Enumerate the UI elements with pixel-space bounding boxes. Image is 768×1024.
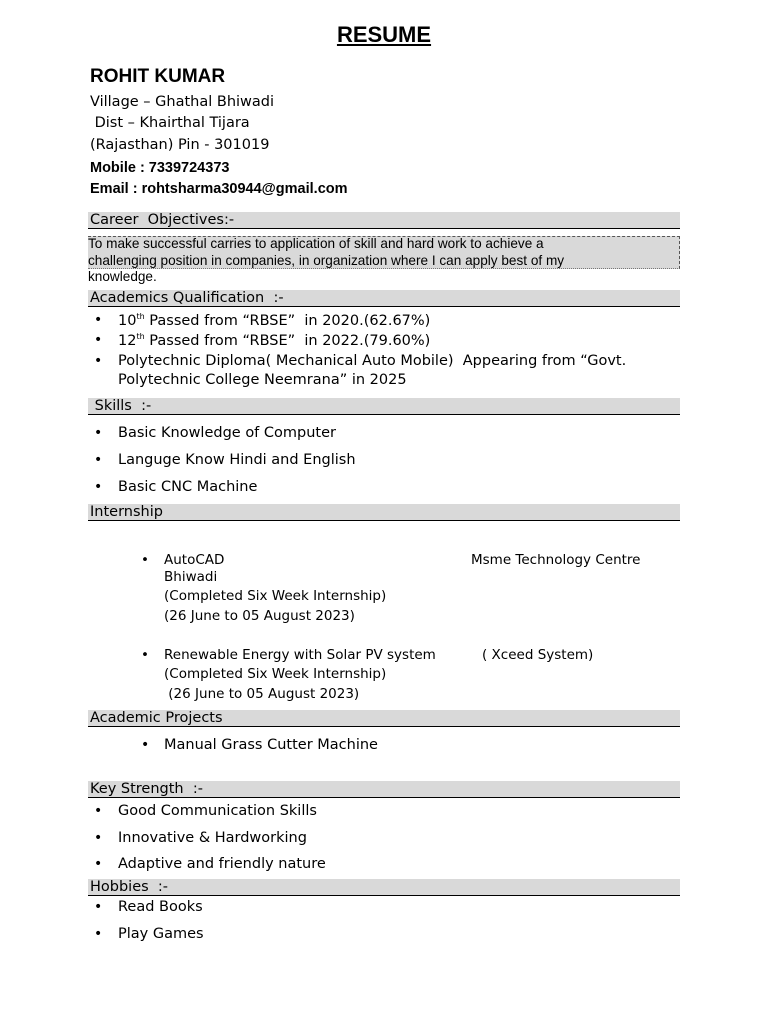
internship-status: (Completed Six Week Internship) [164,588,387,604]
section-heading-skills [88,398,680,415]
section-heading-internship [88,504,680,521]
skill-item: Languge Know Hindi and English [118,452,356,468]
address-line-village: Village – Ghathal Bhiwadi [90,94,275,110]
email-address: Email : rohtsharma30944@gmail.com [90,181,348,197]
career-objective-line: To make successful carries to application of skill and hard work to achieve a [88,236,544,251]
internship-org: ( Xceed System) [482,647,594,663]
strength-item: Good Communication Skills [118,803,317,819]
bullet-icon: • [94,926,103,942]
section-heading-projects-label: Academic Projects [90,710,223,726]
address-line-district: Dist – Khairthal Tijara [90,115,250,131]
section-heading-academics-label: Academics Qualification :- [90,290,284,306]
internship-name: AutoCAD [164,552,225,568]
internship-status: (Completed Six Week Internship) [164,666,387,682]
internship-dates: (26 June to 05 August 2023) [164,608,355,624]
resume-title: RESUME [336,22,432,47]
bullet-icon: • [94,425,103,441]
section-heading-hobbies-label: Hobbies :- [90,879,169,895]
project-item: Manual Grass Cutter Machine [164,737,378,753]
career-objective-line: challenging position in companies, in organization where I can apply best of my [88,252,565,268]
bullet-icon: • [94,479,103,495]
candidate-name: ROHIT KUMAR [90,66,226,87]
bullet-icon: • [94,452,103,468]
skill-item: Basic Knowledge of Computer [118,425,336,441]
academic-item-12th: 12th Passed from “RBSE” in 2022.(79.60%) [118,332,431,349]
bullet-icon: • [141,552,149,568]
career-objective-line: knowledge. [88,269,157,284]
strength-item: Innovative & Hardworking [118,830,307,846]
bullet-icon: • [94,312,103,328]
bullet-icon: • [94,830,103,846]
section-heading-career [88,212,680,229]
section-heading-career-label: Career Objectives:- [90,212,235,228]
section-heading-skills-label: Skills :- [90,398,152,414]
career-objective-text [88,236,680,286]
bullet-icon: • [141,647,149,663]
section-heading-internship-label: Internship [90,504,168,520]
hobby-item: Read Books [118,899,203,915]
internship-org-cont: Bhiwadi [164,569,218,585]
address-line-state: (Rajasthan) Pin - 301019 [90,137,270,153]
mobile-number: Mobile : 7339724373 [90,160,230,176]
academic-item-diploma-cont: Polytechnic College Neemrana” in 2025 [118,372,407,388]
hobby-item: Play Games [118,926,204,942]
section-heading-projects [88,710,680,727]
strength-item: Adaptive and friendly nature [118,856,326,872]
bullet-icon: • [94,803,103,819]
bullet-icon: • [141,737,150,753]
bullet-icon: • [94,899,103,915]
section-heading-hobbies [88,879,680,896]
bullet-icon: • [94,332,103,348]
skill-item: Basic CNC Machine [118,479,258,495]
internship-org: Msme Technology Centre [471,552,641,568]
section-heading-strengths-label: Key Strength :- [90,781,203,797]
section-heading-academics [88,290,680,307]
academic-item-diploma: Polytechnic Diploma( Mechanical Auto Mobile) Appearing from “Govt. [118,353,627,369]
bullet-icon: • [94,353,103,369]
section-heading-strengths [88,781,680,798]
bullet-icon: • [94,856,103,872]
internship-dates: (26 June to 05 August 2023) [164,686,360,702]
academic-item-10th: 10th Passed from “RBSE” in 2020.(62.67%) [118,312,431,329]
internship-name: Renewable Energy with Solar PV system [164,647,436,663]
